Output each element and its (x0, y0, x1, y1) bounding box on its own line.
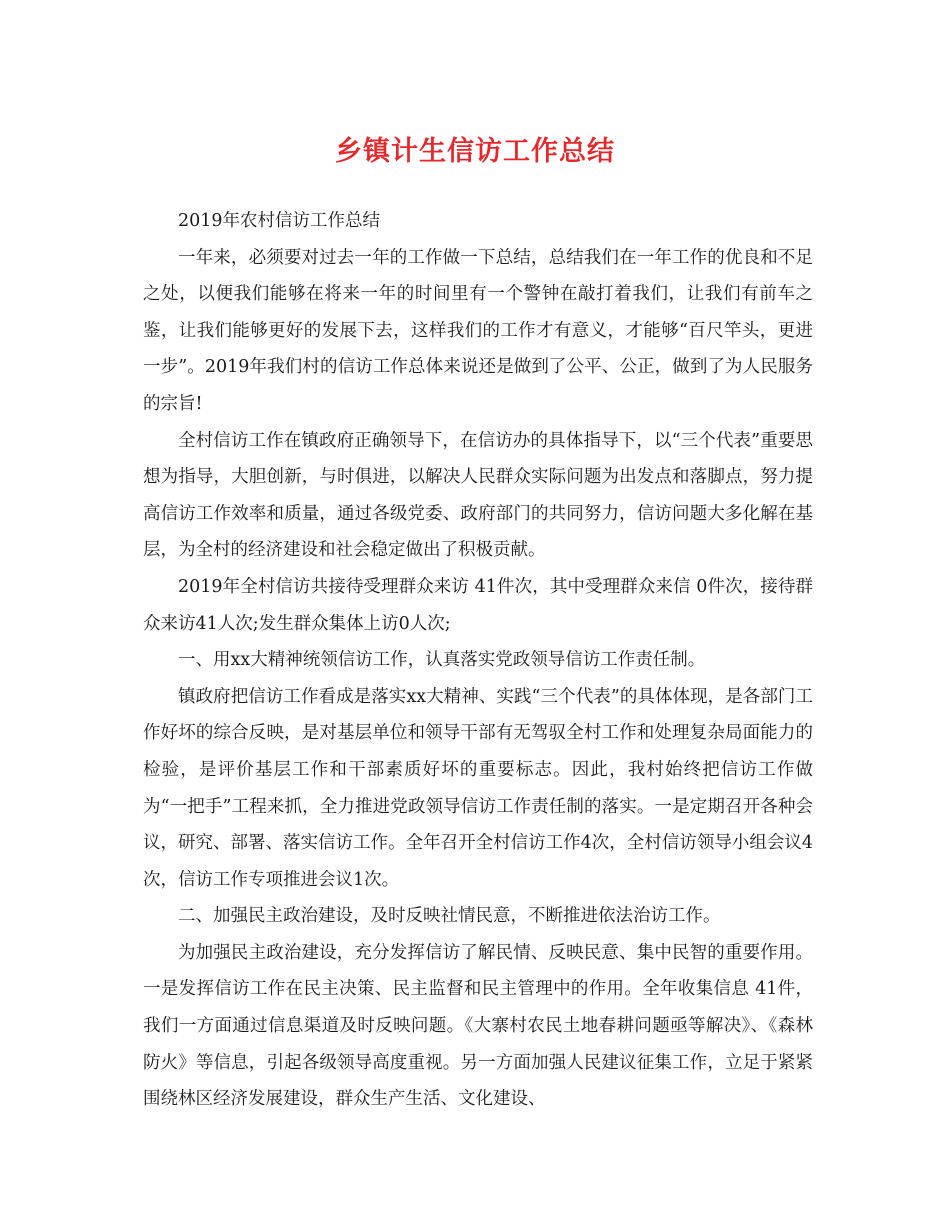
document-body (143, 203, 813, 1118)
paragraph-subtitle: 2019年农村信访工作总结 (178, 211, 381, 231)
paragraph: 一年来，必须要对过去一年的工作做一下总结，总结我们在一年工作的优良和不足之处，以便我们能够在将来一年的时间里有一个警钟在敲打着我们，让我们有前车之鉴，让我们能够更好的发展下去，这样我们的工作才有意义，才能够“百尺竿头，更进一步”。2019年我们村的信访工作总体来说还是做到了公平、公正，做到了为人民服务的宗旨! (143, 247, 813, 414)
document-title: 乡镇计生信访工作总结 (335, 136, 615, 167)
paragraph: 镇政府把信访工作看成是落实xx大精神、实践“三个代表”的具体体现，是各部门工作好坏的综合反映，是对基层单位和领导干部有无驾驭全村工作和处理复杂局面能力的检验，是评价基层工作和干部素质好坏的重要标志。因此，我村始终把信访工作做为“一把手”工程来抓，全力推进党政领导信访工作责任制的落实。一是定期召开各种会议，研究、部署、落实信访工作。全年召开全村信访工作4次，全村信访领导小组会议4次，信访工作专项推进会议1次。 (143, 686, 813, 890)
paragraph: 2019年全村信访共接待受理群众来访 41件次，其中受理群众来信 0件次，接待群众来访41人次;发生群众集体上访0人次; (143, 576, 813, 634)
paragraph: 为加强民主政治建设，充分发挥信访了解民情、反映民意、集中民智的重要作用。一是发挥信访工作在民主决策、民主监督和民主管理中的作用。全年收集信息 41件，我们一方面通过信息渠道及时反映问题。《大寨村农民土地春耕问题亟等解决》、《森林防火》等信息，引起各级领导高度重视。另一方面加强人民建议征集工作，立足于紧紧围绕林区经济发展建设，群众生产生活、文化建设、 (143, 942, 813, 1110)
section-heading: 二、加强民主政治建设，及时反映社情民意，不断推进依法治访工作。 (178, 906, 721, 927)
section-heading: 一、用xx大精神统领信访工作，认真落实党政领导信访工作责任制。 (178, 650, 706, 671)
paragraph: 全村信访工作在镇政府正确领导下，在信访办的具体指导下，以“三个代表”重要思想为指导，大胆创新，与时俱进，以解决人民群众实际问题为出发点和落脚点，努力提高信访工作效率和质量，通过各级党委、政府部门的共同努力，信访问题大多化解在基层，为全村的经济建设和社会稳定做出了积极贡献。 (143, 430, 813, 561)
